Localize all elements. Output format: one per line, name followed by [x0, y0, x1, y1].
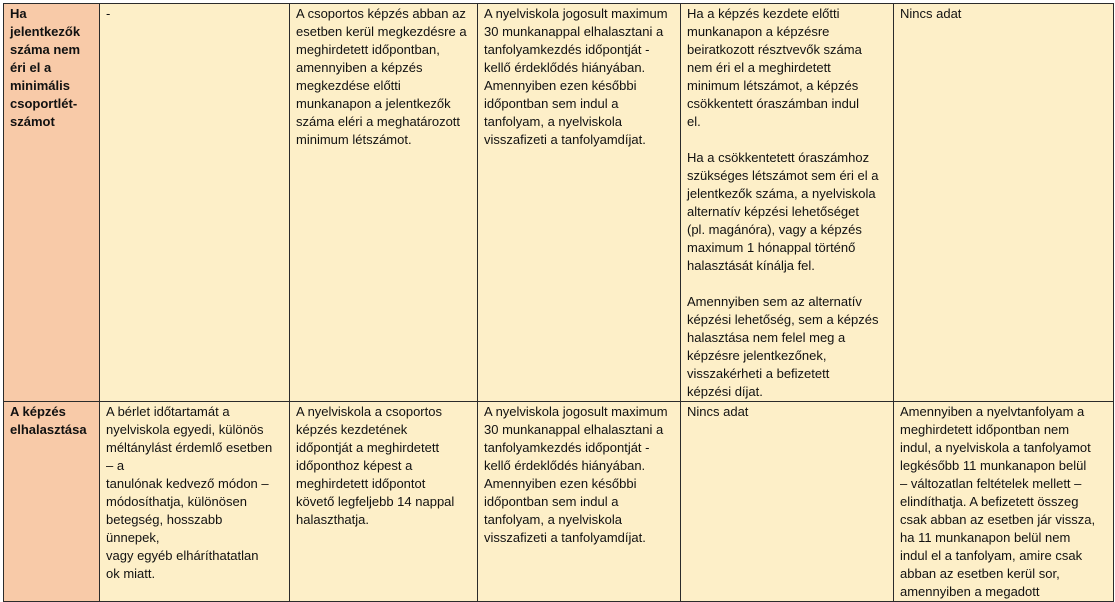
cell-text: A nyelviskola jogosult maximum 30 munkanappal elhalasztani a tanfolyamkezdés időpontját - kellő érdeklődés hiányában. Amennyiben ezen későbbi időpontban sem indul a tanfolyam, a nyelviskola visszafizeti a tanfolyamdíjat.	[484, 404, 668, 545]
cell-text: -	[106, 6, 111, 21]
comparison-table	[3, 3, 1114, 602]
cell-text: A csoportos képzés abban az esetben kerül megkezdésre a meghirdetett időpontban, amennyiben a képzés megkezdése előtti munkanapon a jelentkezők száma eléri a meghatározott minimum létszámot.	[296, 6, 467, 147]
table-cell	[478, 402, 681, 602]
cell-text: A nyelviskola jogosult maximum 30 munkanappal elhalasztani a tanfolyamkezdés időpontját - kellő érdeklődés hiányában. Amennyiben ezen későbbi időpontban sem indul a tanfolyam, a nyelviskola visszafizeti a tanfolyamdíjat.	[484, 6, 668, 147]
cell-text: Amennyiben a nyelvtanfolyam a meghirdetett időpontban nem indul, a nyelviskola a tanfolyamot legkésőbb 11 munkanapon belül – változatlan feltételek mellett – elindíthatja. A befizetett összeg csak abban az esetben jár vissza, ha 11 munkanapon belül nem indul el a tanfolyam, amire csak abban az esetben kerül sor, amennyiben a megadott	[900, 404, 1096, 599]
cell-text: Nincs adat	[900, 6, 962, 21]
table-cell	[681, 4, 894, 402]
table-cell	[894, 4, 1114, 402]
table-row	[4, 402, 1114, 602]
row-header-text: Ha jelentkezők száma nem éri el a minimális csoportlét- számot	[10, 6, 81, 129]
table-row	[4, 4, 1114, 402]
table-cell	[681, 402, 894, 602]
table-cell	[100, 402, 290, 602]
row-header-text: A képzés elhalasztása	[10, 404, 87, 437]
cell-text: A nyelviskola a csoportos képzés kezdetének időpontját a meghirdetett időponthoz képest a meghirdetett időpontot követő legfeljebb 14 nappal halaszthatja.	[296, 404, 455, 527]
table-cell	[894, 402, 1114, 602]
table-cell	[478, 4, 681, 402]
table-cell	[290, 402, 478, 602]
row-header	[4, 4, 100, 402]
cell-text: Ha a képzés kezdete előtti munkanapon a képzésre beiratkozott résztvevők száma nem éri el a meghirdetett minimum létszámot, a képzés csökkentett óraszámban indul el. Ha a csökkentetett óraszámhoz szükséges létszámot sem éri el a jelentkezők száma, a nyelviskola alternatív képzési lehetőséget (pl. magánóra), vagy a képzés maximum 1 hónappal történő halasztását kínálja fel. Amennyiben sem az alternatív képzési lehetőség, sem a képzés halasztása nem felel meg a képzésre jelentkezőnek, visszakérheti a befizetett képzési díjat.	[687, 6, 879, 399]
cell-text: Nincs adat	[687, 404, 749, 419]
cell-text: A bérlet időtartamát a nyelviskola egyedi, különös méltánylást érdemlő esetben – a tanulónak kedvező módon – módosíthatja, különösen betegség, hosszabb ünnepek, vagy egyéb elháríthatatlan ok miatt.	[106, 404, 273, 581]
table-cell	[100, 4, 290, 402]
table-cell	[290, 4, 478, 402]
row-header	[4, 402, 100, 602]
